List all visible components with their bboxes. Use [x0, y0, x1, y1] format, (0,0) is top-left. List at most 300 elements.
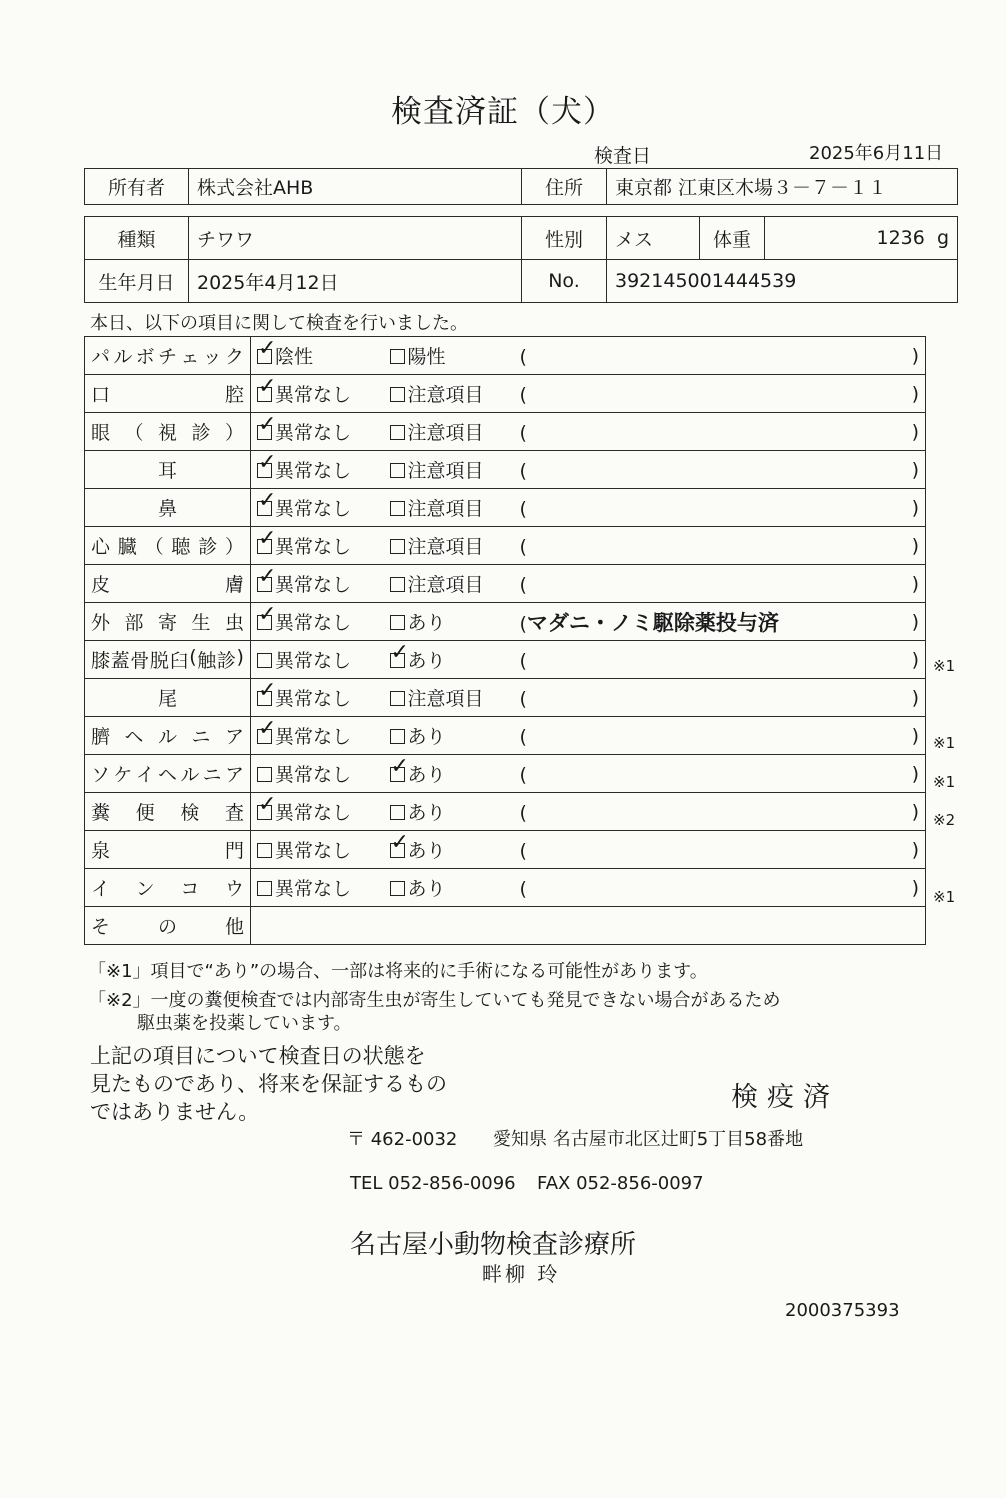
note-wrapper	[520, 724, 920, 748]
close-paren: )	[911, 876, 919, 899]
item-label-char: ル	[113, 346, 133, 368]
option-2-checkbox[interactable]	[390, 463, 405, 478]
note-left	[520, 458, 527, 482]
option-1-cell	[251, 603, 384, 641]
open-paren: (	[519, 763, 527, 786]
item-label-char: 臓	[117, 536, 137, 558]
item-label-char: )	[236, 646, 244, 668]
option-2-cell	[384, 603, 514, 641]
inspection-row	[85, 337, 926, 375]
option-2-checkbox[interactable]	[390, 425, 405, 440]
item-label-char: 診	[191, 422, 211, 444]
open-paren: (	[519, 421, 527, 444]
item-label-cell	[85, 831, 251, 869]
option-1-label: 異常なし	[275, 802, 352, 824]
option-2-checkbox[interactable]	[390, 767, 405, 782]
option-1-label: 異常なし	[275, 574, 352, 596]
other-label-cell	[85, 907, 251, 945]
option-2-checkbox[interactable]	[390, 577, 405, 592]
item-label-char: 外	[91, 612, 111, 634]
note-wrapper	[520, 838, 920, 862]
document-title: 検査済証（犬）	[391, 94, 615, 130]
option-1-label: 異常なし	[275, 878, 352, 900]
item-label-char: 寄	[157, 612, 177, 634]
note-cell	[514, 565, 926, 603]
option-2-label: 注意項目	[407, 498, 484, 520]
note-left	[520, 572, 527, 596]
item-label-char: ア	[224, 764, 244, 786]
item-label-char: ヘ	[124, 726, 144, 748]
option-2-label: あり	[407, 878, 446, 900]
note-cell	[514, 603, 926, 641]
footnote-mark: ※1	[933, 888, 956, 907]
item-label-cell	[85, 527, 251, 565]
intro-text: 本日、以下の項目に関して検査を行いました。	[90, 313, 468, 334]
item-label-char: チ	[157, 346, 177, 368]
no-label: No.	[522, 260, 607, 303]
option-2-checkbox[interactable]	[390, 691, 405, 706]
option-2-label: 注意項目	[407, 460, 484, 482]
note-wrapper	[520, 686, 920, 710]
close-paren: )	[911, 610, 919, 633]
other-label-char: の	[157, 916, 177, 938]
option-2-checkbox[interactable]	[390, 729, 405, 744]
item-label-cell	[85, 869, 251, 907]
inspection-row-other	[85, 907, 926, 945]
option-1-cell	[251, 717, 384, 755]
item-label: 尾	[157, 688, 177, 710]
inspection-row	[85, 565, 926, 603]
item-label-char: ボ	[135, 346, 155, 368]
item-label-cell	[85, 641, 251, 679]
note-left	[520, 724, 527, 748]
item-label-char: 皮	[91, 574, 111, 596]
option-1-checkbox[interactable]	[257, 425, 272, 440]
option-2-checkbox[interactable]	[390, 501, 405, 516]
serial-number: 2000375393	[785, 1300, 900, 1321]
fax: FAX 052-856-0097	[537, 1173, 704, 1194]
option-2-cell	[384, 375, 514, 413]
pet-table	[84, 216, 958, 303]
option-1-cell	[251, 641, 384, 679]
item-label: 鼻	[157, 498, 177, 520]
item-label-char: パ	[91, 346, 111, 368]
option-2-label: 注意項目	[407, 422, 484, 444]
option-2-cell	[384, 717, 514, 755]
option-1-cell	[251, 413, 384, 451]
note-wrapper	[520, 534, 920, 558]
footnote-2-line-1: 「※2」一度の糞便検査では内部寄生虫が寄生していても発見できない場合があるため	[88, 990, 781, 1011]
option-2-checkbox[interactable]	[390, 653, 405, 668]
item-label-char: 視	[157, 422, 177, 444]
note-cell	[514, 375, 926, 413]
close-paren: )	[911, 648, 919, 671]
option-2-cell	[384, 793, 514, 831]
close-paren: )	[911, 762, 919, 785]
option-2-label: 注意項目	[407, 536, 484, 558]
note-cell	[514, 413, 926, 451]
item-label-cell	[85, 717, 251, 755]
item-label-char: ウ	[224, 878, 244, 900]
note-wrapper	[520, 496, 920, 520]
option-2-checkbox[interactable]	[390, 349, 405, 364]
open-paren: (	[519, 497, 527, 520]
item-label-char: 糞	[91, 802, 111, 824]
note-wrapper	[520, 648, 920, 672]
weight-label: 体重	[700, 217, 765, 260]
item-label-cell	[85, 451, 251, 489]
note-cell	[514, 337, 926, 375]
item-label	[91, 532, 244, 559]
note-wrapper	[520, 876, 920, 900]
option-1-cell	[251, 869, 384, 907]
option-1-cell	[251, 451, 384, 489]
note-cell	[514, 527, 926, 565]
sex-label: 性別	[522, 217, 607, 260]
option-1-label: 異常なし	[275, 536, 352, 558]
item-label-char: ッ	[202, 346, 222, 368]
kind-label: 種類	[85, 217, 189, 260]
close-paren: )	[911, 496, 919, 519]
note-wrapper	[520, 382, 920, 406]
item-label-char: 査	[224, 802, 244, 824]
option-1-cell	[251, 793, 384, 831]
item-label-cell	[85, 603, 251, 641]
note-cell	[514, 679, 926, 717]
item-note: マダニ・ノミ駆除薬投与済	[526, 610, 779, 635]
open-paren: (	[519, 383, 527, 406]
item-label-cell	[85, 337, 251, 375]
option-1-cell	[251, 337, 384, 375]
option-1-label: 異常なし	[275, 498, 352, 520]
item-label-cell	[85, 375, 251, 413]
postal-code: 〒 462-0032	[347, 1129, 458, 1150]
close-paren: )	[911, 534, 919, 557]
option-2-cell	[384, 489, 514, 527]
item-label-char: 診	[216, 650, 236, 672]
note-cell	[514, 755, 926, 793]
item-label-cell	[85, 489, 251, 527]
option-2-label: あり	[407, 802, 446, 824]
footnote-mark: ※1	[933, 734, 956, 752]
note-left	[520, 648, 527, 672]
item-label	[91, 380, 244, 407]
note-left	[520, 876, 527, 900]
inspection-row	[85, 375, 926, 413]
item-label-char: 聴	[171, 536, 191, 558]
address-value: 東京都 江東区木場３－７－１１	[607, 169, 958, 205]
option-1-cell	[251, 375, 384, 413]
item-label-char: ）	[224, 536, 244, 558]
item-label-char: ン	[135, 878, 155, 900]
item-label	[91, 646, 244, 673]
item-label-char: 臼	[169, 650, 189, 672]
option-2-cell	[384, 413, 514, 451]
item-label-cell	[85, 565, 251, 603]
owner-label: 所有者	[85, 169, 189, 205]
option-1-label: 異常なし	[275, 840, 352, 862]
note-wrapper	[520, 800, 920, 824]
open-paren: (	[519, 687, 527, 710]
note-left	[520, 344, 527, 368]
option-1-checkbox[interactable]	[257, 501, 272, 516]
item-label-cell	[85, 413, 251, 451]
item-label	[91, 760, 244, 787]
item-label-char: ク	[224, 346, 244, 368]
option-2-label: あり	[407, 650, 446, 672]
note-left	[520, 838, 527, 862]
footnote-mark: ※1	[933, 772, 956, 791]
option-1-checkbox[interactable]	[257, 577, 272, 592]
disclaimer-line-2: 見たものであり、将来を保証するもの	[90, 1072, 447, 1096]
no-value: 392145001444539	[607, 260, 958, 303]
open-paren: (	[519, 649, 527, 672]
item-label	[91, 874, 244, 901]
other-label-char: 他	[224, 916, 244, 938]
item-label-char: ル	[180, 764, 200, 786]
owner-value: 株式会社AHB	[189, 169, 522, 205]
option-2-label: 注意項目	[407, 688, 484, 710]
option-1-label: 異常なし	[275, 688, 352, 710]
inspected-stamp: 検疫済	[731, 1082, 839, 1113]
option-1-label: 異常なし	[275, 612, 352, 634]
option-1-label: 異常なし	[275, 384, 352, 406]
close-paren: )	[911, 800, 919, 823]
inspection-row	[85, 831, 926, 869]
kind-value: チワワ	[189, 217, 522, 260]
item-label-char: 検	[180, 802, 200, 824]
option-2-checkbox[interactable]	[390, 387, 405, 402]
note-cell	[514, 489, 926, 527]
open-paren: (	[519, 345, 527, 368]
item-label-char: ニ	[202, 764, 222, 786]
option-1-cell	[251, 679, 384, 717]
option-2-label: あり	[407, 726, 446, 748]
item-label-char: 骨	[130, 650, 150, 672]
item-label-char: 便	[135, 802, 155, 824]
option-2-label: あり	[407, 840, 446, 862]
note-left	[520, 607, 779, 637]
vet-name: 畔柳 玲	[482, 1262, 561, 1286]
item-label-char: 眼	[91, 422, 111, 444]
option-2-label: 注意項目	[407, 574, 484, 596]
inspection-row	[85, 869, 926, 907]
note-left	[520, 420, 527, 444]
address-label: 住所	[522, 169, 607, 205]
option-1-checkbox[interactable]	[257, 881, 272, 896]
note-cell	[514, 831, 926, 869]
item-label-char: ケ	[113, 764, 133, 786]
item-label	[91, 836, 244, 863]
open-paren: (	[519, 459, 527, 482]
inspection-row	[85, 527, 926, 565]
option-2-cell	[384, 641, 514, 679]
note-wrapper	[520, 607, 920, 637]
item-label-char: 脱	[149, 650, 169, 672]
item-label-char: 臍	[91, 726, 111, 748]
close-paren: )	[911, 458, 919, 481]
weight-cell	[765, 217, 958, 260]
weight-value: 1236	[876, 227, 925, 249]
option-2-label: 陽性	[407, 346, 446, 368]
item-label	[91, 722, 244, 749]
other-label	[91, 912, 244, 939]
option-1-cell	[251, 527, 384, 565]
weight-unit: g	[936, 227, 949, 249]
option-1-checkbox[interactable]	[257, 691, 272, 706]
item-label-char: （	[124, 422, 144, 444]
option-2-cell	[384, 831, 514, 869]
item-label-char: 膝	[91, 650, 111, 672]
note-left	[520, 686, 527, 710]
option-2-cell	[384, 679, 514, 717]
option-2-checkbox[interactable]	[390, 805, 405, 820]
option-2-label: あり	[407, 612, 446, 634]
disclaimer-line-1: 上記の項目について検査日の状態を	[90, 1044, 426, 1068]
close-paren: )	[911, 382, 919, 405]
note-wrapper	[520, 344, 920, 368]
option-1-checkbox[interactable]	[257, 349, 272, 364]
option-1-checkbox[interactable]	[257, 387, 272, 402]
option-2-cell	[384, 337, 514, 375]
option-2-checkbox[interactable]	[390, 843, 405, 858]
option-2-cell	[384, 869, 514, 907]
item-label-char: 虫	[224, 612, 244, 634]
inspection-row	[85, 489, 926, 527]
option-1-cell	[251, 755, 384, 793]
open-paren: (	[519, 535, 527, 558]
footnote-mark: ※2	[933, 811, 956, 830]
owner-table	[84, 168, 958, 205]
option-2-label: あり	[407, 764, 446, 786]
close-paren: )	[911, 686, 919, 709]
item-label-char: ル	[157, 726, 177, 748]
close-paren: )	[911, 420, 919, 443]
item-label-char: （	[144, 536, 164, 558]
item-label-char: 触	[197, 650, 217, 672]
option-1-label: 異常なし	[275, 422, 352, 444]
exam-date: 2025年6月11日	[809, 143, 944, 164]
note-left	[520, 496, 527, 520]
inspection-row	[85, 641, 926, 679]
other-value	[251, 907, 926, 945]
option-1-checkbox[interactable]	[257, 843, 272, 858]
option-2-cell	[384, 451, 514, 489]
option-1-checkbox[interactable]	[257, 805, 272, 820]
item-label-char: ェ	[180, 346, 200, 368]
option-2-checkbox[interactable]	[390, 615, 405, 630]
item-label: 耳	[157, 460, 177, 482]
item-label-char: (	[189, 646, 197, 668]
open-paren: (	[519, 573, 527, 596]
note-left	[520, 800, 527, 824]
exam-date-label: 検査日	[594, 145, 652, 167]
note-wrapper	[520, 458, 920, 482]
option-1-cell	[251, 831, 384, 869]
item-label-char: 口	[91, 384, 111, 406]
item-label-char: イ	[135, 764, 155, 786]
option-1-checkbox[interactable]	[257, 615, 272, 630]
open-paren: (	[519, 612, 527, 635]
note-cell	[514, 869, 926, 907]
item-label-char: 腔	[224, 384, 244, 406]
option-1-label: 異常なし	[275, 726, 352, 748]
note-left	[520, 762, 527, 786]
item-label-char: ）	[224, 422, 244, 444]
note-left	[520, 534, 527, 558]
inspection-row	[85, 413, 926, 451]
option-2-checkbox[interactable]	[390, 881, 405, 896]
item-label-char: ニ	[191, 726, 211, 748]
inspection-row	[85, 717, 926, 755]
footnote-1: 「※1」項目で“あり”の場合、一部は将来的に手術になる可能性があります。	[88, 961, 708, 982]
option-1-cell	[251, 565, 384, 603]
item-label-char: ヘ	[157, 764, 177, 786]
option-2-cell	[384, 565, 514, 603]
disclaimer-line-3: ではありません。	[90, 1100, 260, 1124]
item-label-cell	[85, 793, 251, 831]
option-1-checkbox[interactable]	[257, 539, 272, 554]
item-label-char: コ	[180, 878, 200, 900]
item-label	[91, 608, 244, 635]
open-paren: (	[519, 725, 527, 748]
birth-value: 2025年4月12日	[189, 260, 522, 303]
option-1-checkbox[interactable]	[257, 463, 272, 478]
note-cell	[514, 451, 926, 489]
inspection-row	[85, 793, 926, 831]
item-label-char: 泉	[91, 840, 111, 862]
note-cell	[514, 793, 926, 831]
option-2-cell	[384, 755, 514, 793]
close-paren: )	[911, 344, 919, 367]
inspection-table	[84, 336, 926, 945]
option-1-checkbox[interactable]	[257, 767, 272, 782]
option-2-cell	[384, 527, 514, 565]
option-1-checkbox[interactable]	[257, 729, 272, 744]
item-label-char: イ	[91, 878, 111, 900]
clinic-name: 名古屋小動物検査診療所	[350, 1230, 637, 1260]
item-label	[91, 570, 244, 597]
sex-value: メス	[607, 217, 700, 260]
birth-label: 生年月日	[85, 260, 189, 303]
item-label-char: 診	[198, 536, 218, 558]
open-paren: (	[519, 877, 527, 900]
option-2-checkbox[interactable]	[390, 539, 405, 554]
item-label-char: ア	[224, 726, 244, 748]
clinic-address: 愛知県 名古屋市北区辻町5丁目58番地	[493, 1129, 804, 1150]
item-label-char: 生	[191, 612, 211, 634]
option-1-label: 陰性	[275, 346, 314, 368]
note-wrapper	[520, 572, 920, 596]
close-paren: )	[911, 838, 919, 861]
other-label-char: そ	[91, 916, 111, 938]
item-label-char: 部	[124, 612, 144, 634]
inspection-row	[85, 451, 926, 489]
close-paren: )	[911, 572, 919, 595]
note-cell	[514, 641, 926, 679]
option-1-checkbox[interactable]	[257, 653, 272, 668]
item-label	[91, 418, 244, 445]
item-label	[91, 342, 244, 369]
open-paren: (	[519, 801, 527, 824]
open-paren: (	[519, 839, 527, 862]
note-wrapper	[520, 762, 920, 786]
option-2-label: 注意項目	[407, 384, 484, 406]
note-cell	[514, 717, 926, 755]
footnote-2-line-2: 駆虫薬を投薬しています。	[137, 1013, 352, 1034]
item-label	[91, 798, 244, 825]
option-1-cell	[251, 489, 384, 527]
